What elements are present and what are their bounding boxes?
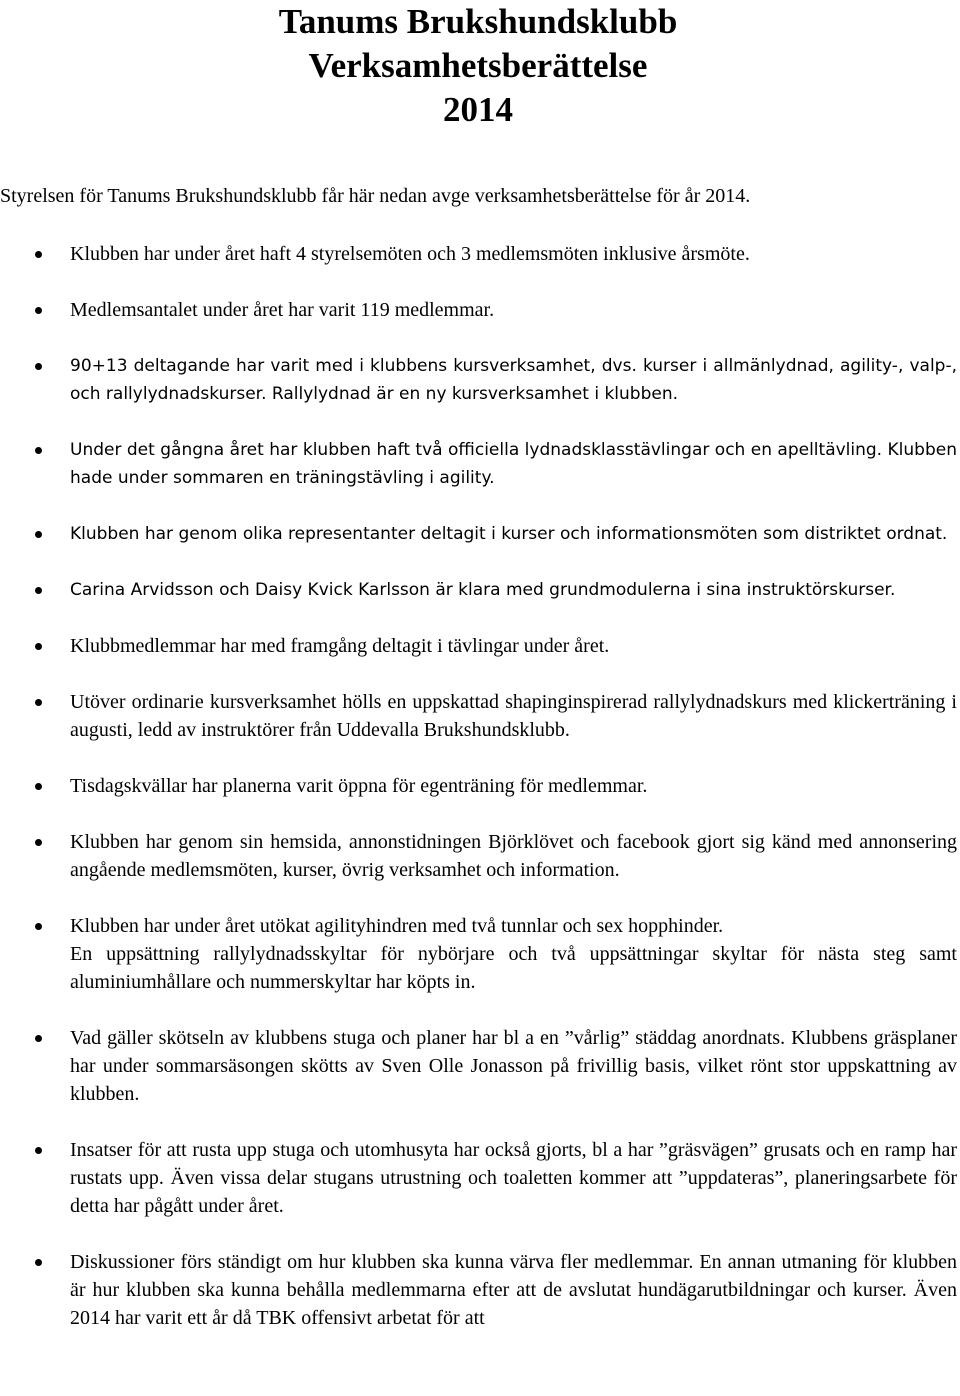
list-item <box>0 772 960 800</box>
list-item <box>0 352 960 408</box>
list-item-text: Klubben har under året haft 4 styrelsemöten och 3 medlemsmöten inklusive årsmöte. <box>70 243 750 265</box>
list-item <box>0 520 960 548</box>
bullet-icon <box>35 699 42 706</box>
list-item-text: Klubbmedlemmar har med framgång deltagit i tävlingar under året. <box>70 635 610 657</box>
list-item-text: Tisdagskvällar har planerna varit öppna för egenträning för medlemmar. <box>70 775 648 797</box>
bullet-icon <box>35 251 42 258</box>
list-item <box>0 912 960 996</box>
list-item-text: Diskussioner förs ständigt om hur klubben ska kunna värva fler medlemmar. En annan utmaning för klubben är hur klubben ska kunna behålla medlemmarna efter att de avslutat hundägarutbildningar och kurser. Även 2014 har varit ett år då TBK offensivt arbetat för att <box>70 1251 957 1329</box>
list-item <box>0 1248 960 1332</box>
list-item-text-continued: En uppsättning rallylydnadsskyltar för nybörjare och två uppsättningar skyltar för nästa steg samt aluminiumhållare och nummerskyltar har köpts in. <box>70 943 957 993</box>
list-item <box>0 632 960 660</box>
bullet-icon <box>35 307 42 314</box>
bullet-icon <box>35 363 42 370</box>
list-item-text: Carina Arvidsson och Daisy Kvick Karlsson är klara med grundmodulerna i sina instruktörskurser. <box>70 580 896 600</box>
title-report-name: Verksamhetsberättelse <box>308 46 648 85</box>
list-item-text: Vad gäller skötseln av klubbens stuga och planer har bl a en ”vårlig” städdag anordnats. Klubbens gräsplaner har under sommarsäsongen skötts av Sven Olle Jonasson på frivillig basis, vilket rönt stor uppskattning av klubben. <box>70 1027 957 1105</box>
list-item <box>0 1136 960 1220</box>
title-year: 2014 <box>443 90 513 129</box>
list-item <box>0 1024 960 1108</box>
bullet-icon <box>35 587 42 594</box>
list-item-text: Insatser för att rusta upp stuga och utomhusyta har också gjorts, bl a har ”gräsvägen” grusats och en ramp har rustats upp. Även vissa delar stugans utrustning och toaletten kommer att ”uppdateras”, planeringsarbete för detta har pågått under året. <box>70 1139 957 1217</box>
document-title <box>0 0 956 132</box>
list-item <box>0 576 960 604</box>
intro-paragraph: Styrelsen för Tanums Brukshundsklubb får här nedan avge verksamhetsberättelse för år 2014. <box>0 185 751 207</box>
activity-list <box>0 240 960 1332</box>
bullet-icon <box>35 783 42 790</box>
list-item <box>0 688 960 744</box>
list-item-text: Klubben har genom olika representanter deltagit i kurser och informationsmöten som distriktet ordnat. <box>70 524 948 544</box>
list-item <box>0 240 960 268</box>
bullet-icon <box>35 923 42 930</box>
bullet-icon <box>35 643 42 650</box>
bullet-icon <box>35 447 42 454</box>
bullet-icon <box>35 839 42 846</box>
bullet-icon <box>35 1035 42 1042</box>
list-item <box>0 296 960 324</box>
title-club-name: Tanums Brukshundsklubb <box>278 2 678 41</box>
list-item-text: Klubben har genom sin hemsida, annonstidningen Björklövet och facebook gjort sig känd med annonsering angående medlemsmöten, kurser, övrig verksamhet och information. <box>70 831 957 881</box>
bullet-icon <box>35 1259 42 1266</box>
list-item-text: 90+13 deltagande har varit med i klubbens kursverksamhet, dvs. kurser i allmänlydnad, agility-, valp-, och rallylydnadskurser. Rallylydnad är en ny kursverksamhet i klubben. <box>70 356 957 404</box>
list-item <box>0 436 960 492</box>
list-item-text: Utöver ordinarie kursverksamhet hölls en uppskattad shapinginspirerad rallylydnadskurs med klickerträning i augusti, ledd av instruktörer från Uddevalla Brukshundsklubb. <box>70 691 957 741</box>
bullet-icon <box>35 531 42 538</box>
bullet-icon <box>35 1147 42 1154</box>
list-item-text: Under det gångna året har klubben haft två officiella lydnadsklasstävlingar och en apelltävling. Klubben hade under sommaren en träningstävling i agility. <box>70 440 957 488</box>
list-item-text: Medlemsantalet under året har varit 119 medlemmar. <box>70 299 495 321</box>
list-item-text: Klubben har under året utökat agilityhindren med två tunnlar och sex hopphinder. <box>70 915 724 937</box>
list-item <box>0 828 960 884</box>
